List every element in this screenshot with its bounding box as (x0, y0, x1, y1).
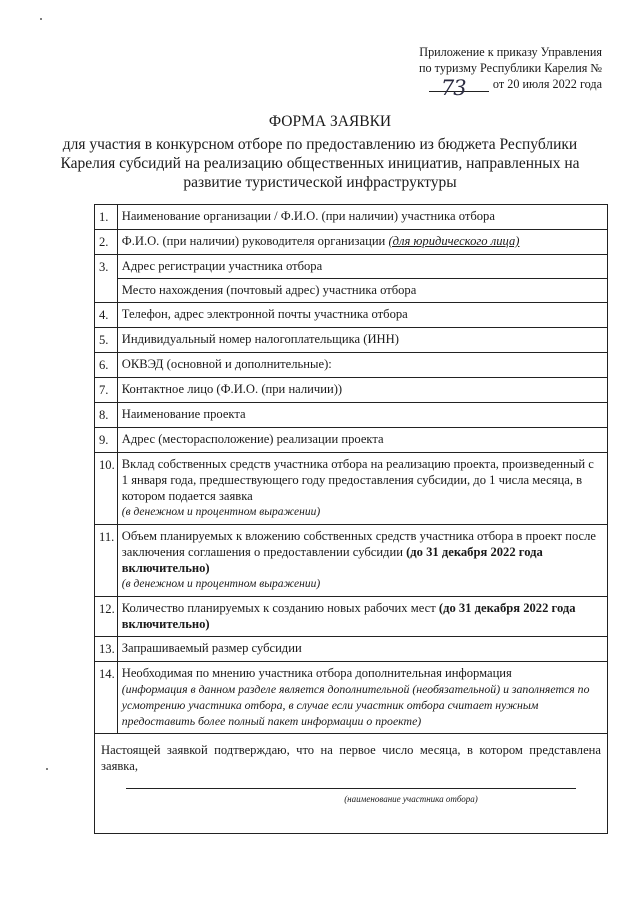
row-label[interactable]: Адрес регистрации участника отбора (117, 255, 607, 279)
row-text: Необходимая по мнению участника отбора дополнительная информация (121, 666, 512, 680)
appendix-date: от 20 июля 2022 года (492, 77, 602, 91)
row-number: 7. (95, 378, 118, 403)
table-row (95, 328, 608, 353)
row-label[interactable] (117, 597, 607, 637)
table-row (95, 662, 608, 734)
confirmation-row (95, 734, 608, 834)
table-row (95, 453, 608, 525)
table-row (95, 637, 608, 662)
appendix-line-1: Приложение к приказу Управления (419, 45, 602, 59)
row-label[interactable]: Наименование организации / Ф.И.О. (при наличии) участника отбора (117, 205, 607, 230)
table-row (95, 230, 608, 255)
table-row (95, 353, 608, 378)
table-row (95, 279, 608, 303)
row-text: Объем планируемых к вложению собственных средств участника отбора в проект после заключения соглашения о предоставлении субсидии (121, 529, 597, 559)
application-form-table (94, 204, 608, 834)
row-number: 8. (95, 403, 118, 428)
scan-speck (40, 18, 42, 20)
row-note: (информация в данном разделе является дополнительной (необязательной) и заполняется по усмотрению участника отбора, в случае если участник отбора считает нужным предоставить более полный пакет информации о проекте) (121, 682, 590, 728)
table-row (95, 525, 608, 597)
row-label[interactable] (117, 662, 607, 734)
form-subtitle: для участия в конкурсном отборе по предоставлению из бюджета Республики Карелия субсидий на реализацию общественных инициатив, направленных на развитие туристической инфраструктуры (60, 136, 580, 191)
row-number: 4. (95, 303, 118, 328)
row-number: 2. (95, 230, 118, 255)
form-title-block (0, 112, 640, 192)
row-label[interactable]: Запрашиваемый размер субсидии (117, 637, 607, 662)
row-number: 13. (95, 637, 118, 662)
table-row (95, 378, 608, 403)
row-text: Вклад собственных средств участника отбора на реализацию проекта, произведенный с 1 января года, предшествующего году предоставления субсидии, до 1 числа месяца, в котором подается заявка (121, 457, 594, 503)
table-row (95, 303, 608, 328)
row-label[interactable]: Контактное лицо (Ф.И.О. (при наличии)) (117, 378, 607, 403)
row-number: 5. (95, 328, 118, 353)
table-row (95, 403, 608, 428)
confirmation-cell (95, 734, 608, 834)
row-label[interactable]: Адрес (месторасположение) реализации проекта (117, 428, 607, 453)
table-row (95, 205, 608, 230)
table-row (95, 255, 608, 279)
row-note: (в денежном и процентном выражении) (121, 506, 321, 518)
row-label[interactable]: Место нахождения (почтовый адрес) участника отбора (117, 279, 607, 303)
participant-name-caption: (наименование участника отбора) (344, 794, 478, 804)
order-number-handwritten: 73 (440, 76, 466, 100)
row-text-wrap (122, 528, 603, 576)
row-note: (в денежном и процентном выражении) (121, 578, 321, 590)
scan-speck (46, 768, 48, 770)
row-number: 6. (95, 353, 118, 378)
appendix-line-2: по туризму Республики Карелия № (419, 61, 602, 75)
row-label[interactable]: Наименование проекта (117, 403, 607, 428)
confirmation-text: Настоящей заявкой подтверждаю, что на первое число месяца, в котором представлена заявка, (101, 743, 601, 773)
row-label[interactable] (117, 230, 607, 255)
row-label[interactable]: Индивидуальный номер налогоплательщика (ИНН) (117, 328, 607, 353)
table-row (95, 428, 608, 453)
form-title: ФОРМА ЗАЯВКИ (268, 113, 392, 130)
row-deadline: (до 31 декабря 2022 года включительно) (121, 545, 543, 575)
row-deadline: (до 31 декабря 2022 года включительно) (121, 601, 576, 631)
row-label[interactable] (117, 453, 607, 525)
appendix-line-3 (342, 76, 602, 100)
order-number-field (429, 76, 489, 100)
row-number: 14. (95, 662, 118, 734)
row-number: 10. (95, 453, 118, 525)
row-note: (для юридического лица) (388, 234, 520, 248)
row-label[interactable]: ОКВЭД (основной и дополнительные): (117, 353, 607, 378)
row-number: 3. (95, 255, 118, 303)
row-number: 12. (95, 597, 118, 637)
row-number: 1. (95, 205, 118, 230)
row-text: Количество планируемых к созданию новых рабочих мест (121, 601, 436, 615)
participant-name-line[interactable] (126, 788, 576, 789)
row-label[interactable] (117, 525, 607, 597)
appendix-header (342, 44, 602, 100)
row-number: 9. (95, 428, 118, 453)
row-label[interactable]: Телефон, адрес электронной почты участника отбора (117, 303, 607, 328)
table-row (95, 597, 608, 637)
row-text: Ф.И.О. (при наличии) руководителя организации (121, 234, 386, 248)
row-number: 11. (95, 525, 118, 597)
